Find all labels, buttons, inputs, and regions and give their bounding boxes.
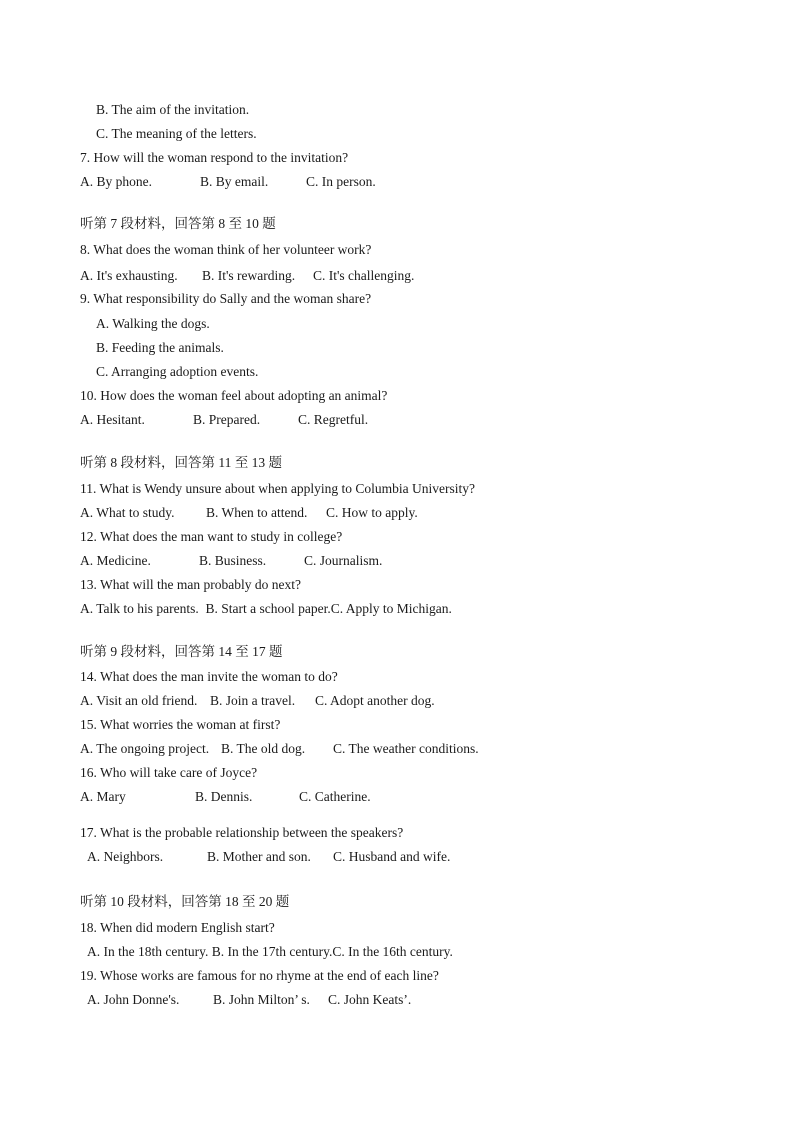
section-heading-8: 听第 8 段材料，回答第 11 至 13 题 bbox=[80, 455, 282, 470]
question-7: 7. How will the woman respond to the invitation? bbox=[80, 150, 349, 165]
q8-option-b: B. It's rewarding. bbox=[202, 268, 296, 283]
q15-option-c: C. The weather conditions. bbox=[333, 741, 479, 756]
q17-option-a: A. Neighbors. bbox=[87, 849, 164, 864]
question-12: 12. What does the man want to study in college? bbox=[80, 529, 343, 544]
q12-option-c: C. Journalism. bbox=[304, 553, 383, 568]
question-10: 10. How does the woman feel about adopting an animal? bbox=[80, 388, 388, 403]
q14-option-b: B. Join a travel. bbox=[210, 693, 296, 708]
section-heading-9: 听第 9 段材料，回答第 14 至 17 题 bbox=[80, 644, 283, 659]
q16-option-b: B. Dennis. bbox=[195, 789, 253, 804]
section-heading-7: 听第 7 段材料，回答第 8 至 10 题 bbox=[80, 216, 276, 231]
q8-option-c: C. It's challenging. bbox=[313, 268, 415, 283]
q6-option-b: B. The aim of the invitation. bbox=[96, 102, 250, 117]
q12-option-b: B. Business. bbox=[199, 553, 267, 568]
q14-option-a: A. Visit an old friend. bbox=[80, 693, 198, 708]
question-17: 17. What is the probable relationship between the speakers? bbox=[80, 825, 404, 840]
q12-option-a: A. Medicine. bbox=[80, 553, 151, 568]
q9-option-b: B. Feeding the animals. bbox=[96, 340, 224, 355]
q7-option-b: B. By email. bbox=[200, 174, 269, 189]
question-9: 9. What responsibility do Sally and the woman share? bbox=[80, 291, 372, 306]
q13-options: A. Talk to his parents. B. Start a school paper.C. Apply to Michigan. bbox=[80, 601, 452, 616]
q11-option-a: A. What to study. bbox=[80, 505, 175, 520]
q10-option-a: A. Hesitant. bbox=[80, 412, 145, 427]
question-15: 15. What worries the woman at first? bbox=[80, 717, 281, 732]
q17-option-b: B. Mother and son. bbox=[207, 849, 311, 864]
q15-option-b: B. The old dog. bbox=[221, 741, 306, 756]
q19-option-b: B. John Milton’ s. bbox=[213, 992, 310, 1007]
question-14: 14. What does the man invite the woman to do? bbox=[80, 669, 338, 684]
q18-options: A. In the 18th century. B. In the 17th century.C. In the 16th century. bbox=[87, 944, 453, 959]
q8-option-a: A. It's exhausting. bbox=[80, 268, 178, 283]
section-heading-10: 听第 10 段材料，回答第 18 至 20 题 bbox=[80, 894, 290, 909]
q7-option-c: C. In person. bbox=[306, 174, 376, 189]
question-18: 18. When did modern English start? bbox=[80, 920, 275, 935]
question-16: 16. Who will take care of Joyce? bbox=[80, 765, 258, 780]
q11-option-b: B. When to attend. bbox=[206, 505, 308, 520]
question-11: 11. What is Wendy unsure about when applying to Columbia University? bbox=[80, 481, 475, 496]
q9-option-a: A. Walking the dogs. bbox=[96, 316, 210, 331]
question-8: 8. What does the woman think of her volunteer work? bbox=[80, 242, 372, 257]
q16-option-a: A. Mary bbox=[80, 789, 126, 804]
q11-option-c: C. How to apply. bbox=[326, 505, 418, 520]
q9-option-c: C. Arranging adoption events. bbox=[96, 364, 259, 379]
q10-option-c: C. Regretful. bbox=[298, 412, 369, 427]
q6-option-c: C. The meaning of the letters. bbox=[96, 126, 257, 141]
q19-option-a: A. John Donne's. bbox=[87, 992, 180, 1007]
q17-option-c: C. Husband and wife. bbox=[333, 849, 451, 864]
q19-option-c: C. John Keats’. bbox=[328, 992, 412, 1007]
q7-option-a: A. By phone. bbox=[80, 174, 152, 189]
q14-option-c: C. Adopt another dog. bbox=[315, 693, 435, 708]
question-13: 13. What will the man probably do next? bbox=[80, 577, 301, 592]
question-19: 19. Whose works are famous for no rhyme at the end of each line? bbox=[80, 968, 439, 983]
q16-option-c: C. Catherine. bbox=[299, 789, 371, 804]
q15-option-a: A. The ongoing project. bbox=[80, 741, 210, 756]
q10-option-b: B. Prepared. bbox=[193, 412, 261, 427]
